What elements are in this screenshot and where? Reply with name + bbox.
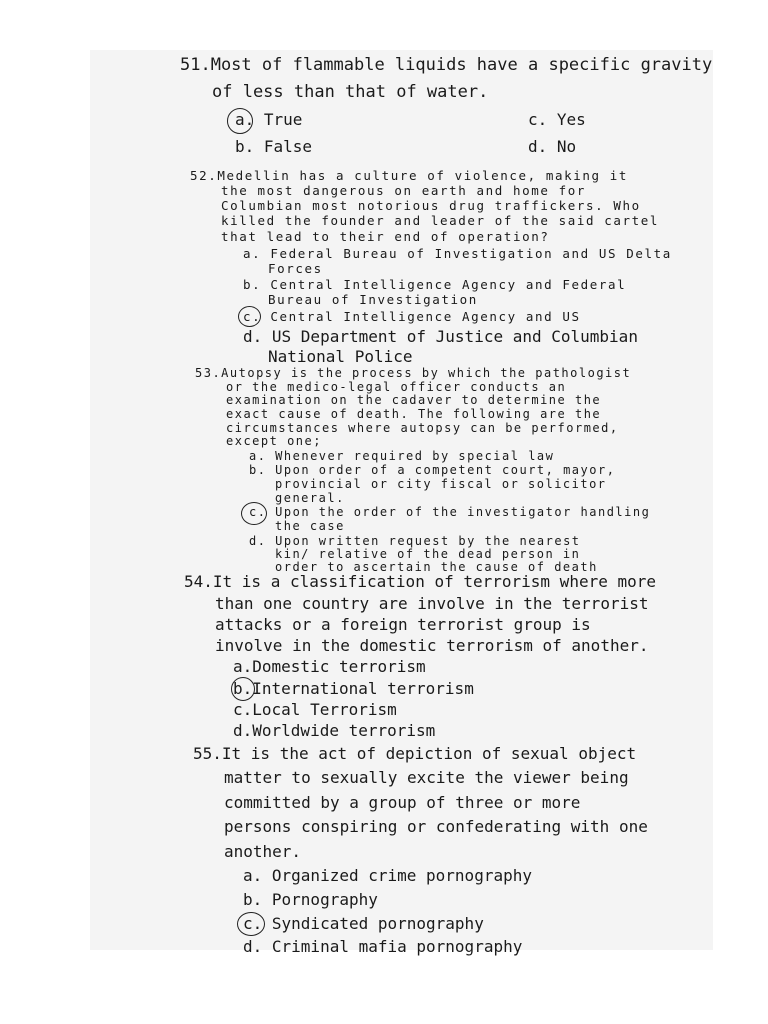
- q55-option-c: c. Syndicated pornography: [243, 914, 484, 933]
- q53-option-a: a. Whenever required by special law: [249, 449, 555, 463]
- q52-option-d-1: d. US Department of Justice and Columbian: [243, 327, 638, 346]
- q55-line-3: committed by a group of three or more: [224, 793, 581, 812]
- q53-line-2: or the medico-legal officer conducts an: [226, 380, 567, 394]
- q52-line-5: that lead to their end of operation?: [221, 229, 550, 244]
- answer-circle-mark: [241, 502, 267, 525]
- q53-line-6: except one;: [226, 434, 322, 448]
- q52-option-c: c. Central Intelligence Agency and US: [243, 309, 581, 324]
- q53-line-1: 53.Autopsy is the process by which the pathologist: [195, 366, 632, 380]
- q53-option-b-1: b. Upon order of a competent court, mayor,: [249, 463, 616, 477]
- q52-line-1: 52.Medellin has a culture of violence, making it: [190, 168, 629, 183]
- q54-option-d: d.Worldwide terrorism: [233, 721, 436, 740]
- q52-option-a-1: a. Federal Bureau of Investigation and US Delta: [243, 246, 672, 261]
- q55-option-a: a. Organized crime pornography: [243, 866, 532, 885]
- q52-option-b-2: Bureau of Investigation: [268, 292, 478, 307]
- answer-circle-mark: [238, 306, 261, 327]
- q53-option-b-3: general.: [275, 491, 345, 505]
- q52-option-b-1: b. Central Intelligence Agency and Federal: [243, 277, 627, 292]
- q53-option-d-3: order to ascertain the cause of death: [275, 560, 598, 574]
- q53-line-3: examination on the cadaver to determine the: [226, 393, 602, 407]
- q52-line-2: the most dangerous on earth and home for: [221, 183, 587, 198]
- q51-option-b: b. False: [235, 137, 313, 156]
- q55-line-2: matter to sexually excite the viewer being: [224, 768, 629, 787]
- q54-line-2: than one country are involve in the terrorist: [215, 594, 649, 613]
- q55-option-b: b. Pornography: [243, 890, 378, 909]
- q51-line-1: 51.Most of flammable liquids have a specific gravity: [180, 55, 713, 75]
- q53-option-d-2: kin/ relative of the dead person in: [275, 547, 581, 561]
- q51-line-2: of less than that of water.: [212, 82, 489, 102]
- q54-option-a: a.Domestic terrorism: [233, 657, 426, 676]
- q54-line-1: 54.It is a classification of terrorism where more: [184, 572, 657, 591]
- q53-option-c-2: the case: [275, 519, 345, 533]
- q53-option-c-1: c. Upon the order of the investigator handling: [249, 505, 651, 519]
- q54-option-b: b.International terrorism: [233, 679, 474, 698]
- q51-option-c: c. Yes: [528, 110, 586, 129]
- q54-option-c: c.Local Terrorism: [233, 700, 397, 719]
- answer-circle-mark: [237, 912, 265, 936]
- q51-option-d: d. No: [528, 137, 577, 156]
- q52-option-d-2: National Police: [268, 347, 413, 366]
- q54-line-4: involve in the domestic terrorism of another.: [215, 636, 649, 655]
- q53-line-4: exact cause of death. The following are the: [226, 407, 602, 421]
- q55-line-4: persons conspiring or confederating with one: [224, 817, 648, 836]
- q53-option-b-2: provincial or city fiscal or solicitor: [275, 477, 607, 491]
- q51-option-a: a. True: [235, 110, 303, 129]
- answer-circle-mark: [231, 677, 255, 701]
- q53-option-d-1: d. Upon written request by the nearest: [249, 534, 581, 548]
- q52-option-a-2: Forces: [268, 261, 323, 276]
- q55-option-d: d. Criminal mafia pornography: [243, 937, 523, 956]
- q53-line-5: circumstances where autopsy can be performed,: [226, 421, 619, 435]
- q55-line-1: 55.It is the act of depiction of sexual object: [193, 744, 637, 763]
- answer-circle-mark: [227, 108, 253, 134]
- q52-line-3: Columbian most notorious drug traffickers. Who: [221, 198, 641, 213]
- q55-line-5: another.: [224, 842, 302, 861]
- q54-line-3: attacks or a foreign terrorist group is: [215, 615, 591, 634]
- q52-line-4: killed the founder and leader of the said cartel: [221, 213, 660, 228]
